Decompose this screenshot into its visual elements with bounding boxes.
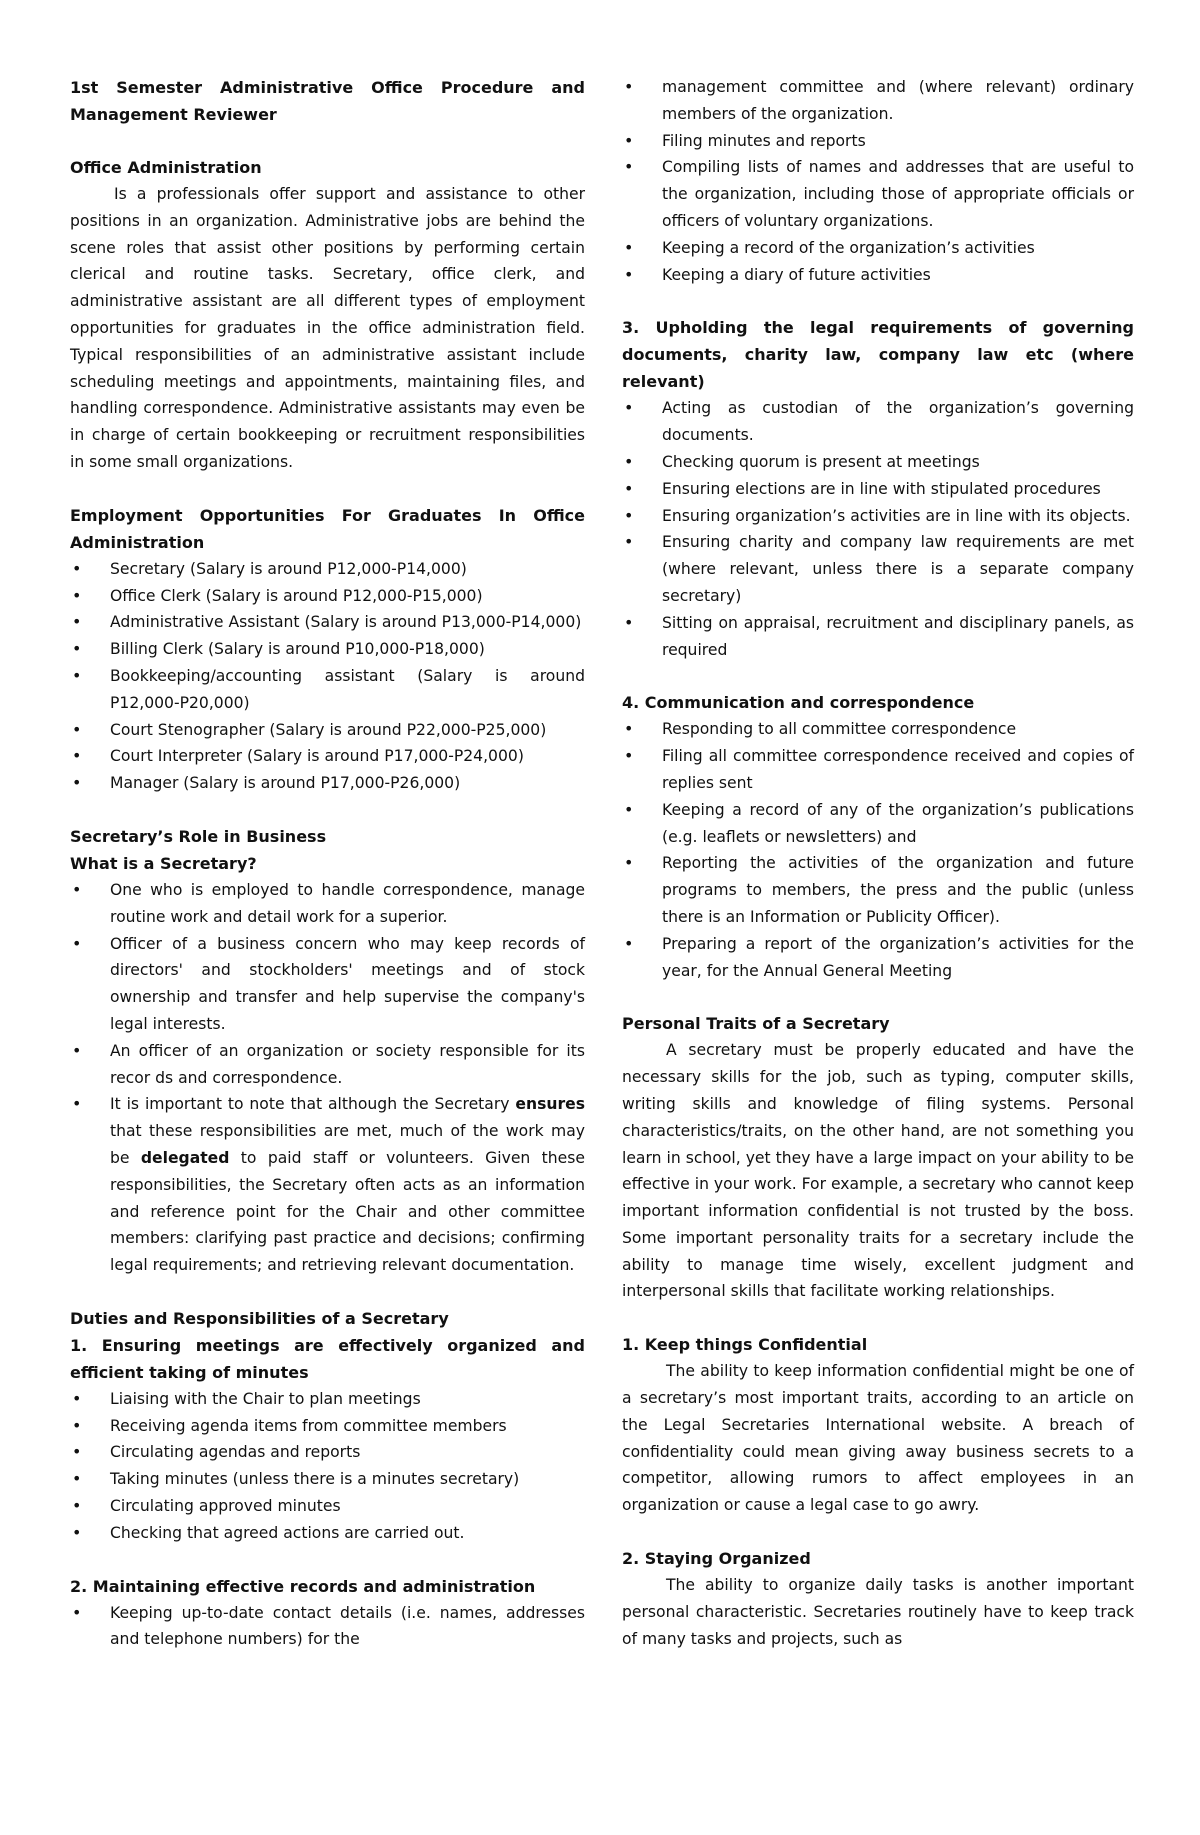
list-item: • Filing all committee correspondence received and copies of replies sent	[622, 743, 1134, 797]
list-item: • Checking that agreed actions are carried out.	[70, 1520, 585, 1547]
list-item: • Acting as custodian of the organization’s governing documents.	[622, 395, 1134, 449]
list-item: • One who is employed to handle correspondence, manage routine work and detail work for a superior.	[70, 877, 585, 931]
organized-heading: 2. Staying Organized	[622, 1549, 811, 1569]
text-run: It is important to note that although the Secretary	[110, 1095, 516, 1114]
list-item: • Bookkeeping/accounting assistant (Salary is around P12,000-P20,000)	[70, 663, 585, 717]
text-run: that these responsibilities are met, much of the work may be	[110, 1122, 585, 1167]
secretary-role-heading: Secretary’s Role in Business	[70, 826, 327, 846]
records-duties-list-rest	[622, 128, 1134, 289]
list-item: • Billing Clerk (Salary is around P10,000-P18,000)	[70, 636, 585, 663]
legal-duties-list	[622, 395, 1134, 663]
continuation-text: • management committee and (where relevant) ordinary members of the organization.	[662, 78, 1134, 123]
list-item: • Circulating approved minutes	[70, 1493, 585, 1520]
confidential-heading: 1. Keep things Confidential	[622, 1335, 868, 1355]
list-item: • Responding to all committee correspondence	[622, 716, 1134, 743]
office-administration-heading: Office Administration	[70, 158, 262, 177]
list-item: • An officer of an organization or society responsible for its recor ds and correspondence.	[70, 1038, 585, 1092]
personal-traits-heading: Personal Traits of a Secretary	[622, 1014, 890, 1034]
bold-term-delegated: delegated	[140, 1148, 230, 1167]
list-item: • Ensuring organization’s activities are in line with its objects.	[622, 503, 1134, 530]
text-run: to paid staff or volunteers. Given these responsibilities, the Secretary often acts as an information and reference point for the Chair and other committee members: clarifying past practice and decisions; confirming legal requirements; and retrieving relevant documentation.	[110, 1148, 585, 1275]
list-item: • Court Interpreter (Salary is around P17,000-P24,000)	[70, 743, 585, 770]
secretary-definition-list	[70, 877, 585, 1279]
list-item: • Keeping a record of any of the organization’s publications (e.g. leaflets or newsletters) and	[622, 797, 1134, 851]
list-item: • Officer of a business concern who may keep records of directors' and stockholders' meetings and of stock ownership and transfer and help supervise the company's legal interests.	[70, 931, 585, 1038]
list-item: • Taking minutes (unless there is a minutes secretary)	[70, 1466, 585, 1493]
list-item: • Court Stenographer (Salary is around P22,000-P25,000)	[70, 717, 585, 744]
duties-subheading-1: 1. Ensuring meetings are effectively organized and efficient taking of minutes	[70, 1335, 585, 1382]
office-administration-paragraph: Is a professionals offer support and assistance to other positions in an organization. Administrative jobs are behind the scene roles that assist other positions by performing certain clerical and routine tasks. Secretary, office clerk, and administrative assistant are all different types of employment opportunities for graduates in the office administration field. Typical responsibilities of an administrative assistant include scheduling meetings and appointments, maintaining files, and handling correspondence. Administrative assistants may even be in charge of certain bookkeeping or recruitment responsibilities in some small organizations.	[70, 185, 585, 471]
list-item-continuation	[622, 74, 1134, 128]
records-duties-list-continued	[622, 74, 1134, 128]
list-item: • Filing minutes and reports	[622, 128, 1134, 155]
list-item: • Compiling lists of names and addresses that are useful to the organization, including those of appropriate officials or officers of voluntary organizations.	[622, 154, 1134, 234]
list-item: • Checking quorum is present at meetings	[622, 449, 1134, 476]
list-item: • Keeping a record of the organization’s activities	[622, 235, 1134, 262]
list-item: • Administrative Assistant (Salary is around P13,000-P14,000)	[70, 609, 585, 636]
communication-duties-list	[622, 716, 1134, 984]
list-item: • Ensuring charity and company law requirements are met (where relevant, unless there is a separate company secretary)	[622, 529, 1134, 609]
duties-subheading-3: 3. Upholding the legal requirements of governing documents, charity law, company law etc (where relevant)	[622, 318, 1134, 392]
list-item: • Ensuring elections are in line with stipulated procedures	[622, 476, 1134, 503]
list-item: • Receiving agenda items from committee members	[70, 1413, 585, 1440]
list-item: • Keeping a diary of future activities	[622, 262, 1134, 289]
list-item: • Preparing a report of the organization’s activities for the year, for the Annual General Meeting	[622, 931, 1134, 985]
list-item: • Keeping up-to-date contact details (i.e. names, addresses and telephone numbers) for the	[70, 1600, 585, 1654]
list-item	[70, 1091, 585, 1279]
document-title: 1st Semester Administrative Office Procedure and Management Reviewer	[70, 78, 585, 124]
duties-subheading-2: 2. Maintaining effective records and administration	[70, 1576, 536, 1596]
list-item: • Reporting the activities of the organization and future programs to members, the press and the public (unless there is an Information or Publicity Officer).	[622, 850, 1134, 930]
list-item: • Sitting on appraisal, recruitment and disciplinary panels, as required	[622, 610, 1134, 664]
duties-heading: Duties and Responsibilities of a Secretary	[70, 1308, 449, 1328]
records-duties-list	[70, 1600, 585, 1654]
list-item: • Secretary (Salary is around P12,000-P14,000)	[70, 556, 585, 583]
what-is-secretary-subheading: What is a Secretary?	[70, 853, 257, 873]
organized-paragraph: The ability to organize daily tasks is another important personal characteristic. Secretaries routinely have to keep track of many tasks and projects, such as	[622, 1576, 1134, 1648]
bold-term-ensures: ensures	[515, 1095, 585, 1114]
left-column	[70, 74, 585, 1653]
right-column	[622, 74, 1134, 1652]
list-item: • Circulating agendas and reports	[70, 1439, 585, 1466]
employment-list	[70, 556, 585, 797]
list-item: • Manager (Salary is around P17,000-P26,000)	[70, 770, 585, 797]
list-item: • Liaising with the Chair to plan meetings	[70, 1386, 585, 1413]
duties-subheading-4: 4. Communication and correspondence	[622, 693, 975, 713]
list-item: • Office Clerk (Salary is around P12,000-P15,000)	[70, 583, 585, 610]
confidential-paragraph: The ability to keep information confidential might be one of a secretary’s most important traits, according to an article on the Legal Secretaries International website. A breach of confidentiality could mean giving away business secrets to a competitor, allowing rumors to affect employees in an organization or cause a legal case to go awry.	[622, 1362, 1134, 1515]
personal-traits-paragraph: A secretary must be properly educated and have the necessary skills for the job, such as typing, computer skills, writing skills and knowledge of filing systems. Personal characteristics/traits, on the other hand, are not something you learn in school, yet they have a large impact on your ability to be effective in your work. For example, a secretary who cannot keep important information confidential is not trusted by the boss. Some important personality traits for a secretary include the ability to manage time wisely, excellent judgment and interpersonal skills that facilitate working relationships.	[622, 1041, 1134, 1301]
meetings-duties-list	[70, 1386, 585, 1547]
employment-opportunities-heading: Employment Opportunities For Graduates In Office Administration	[70, 505, 585, 552]
